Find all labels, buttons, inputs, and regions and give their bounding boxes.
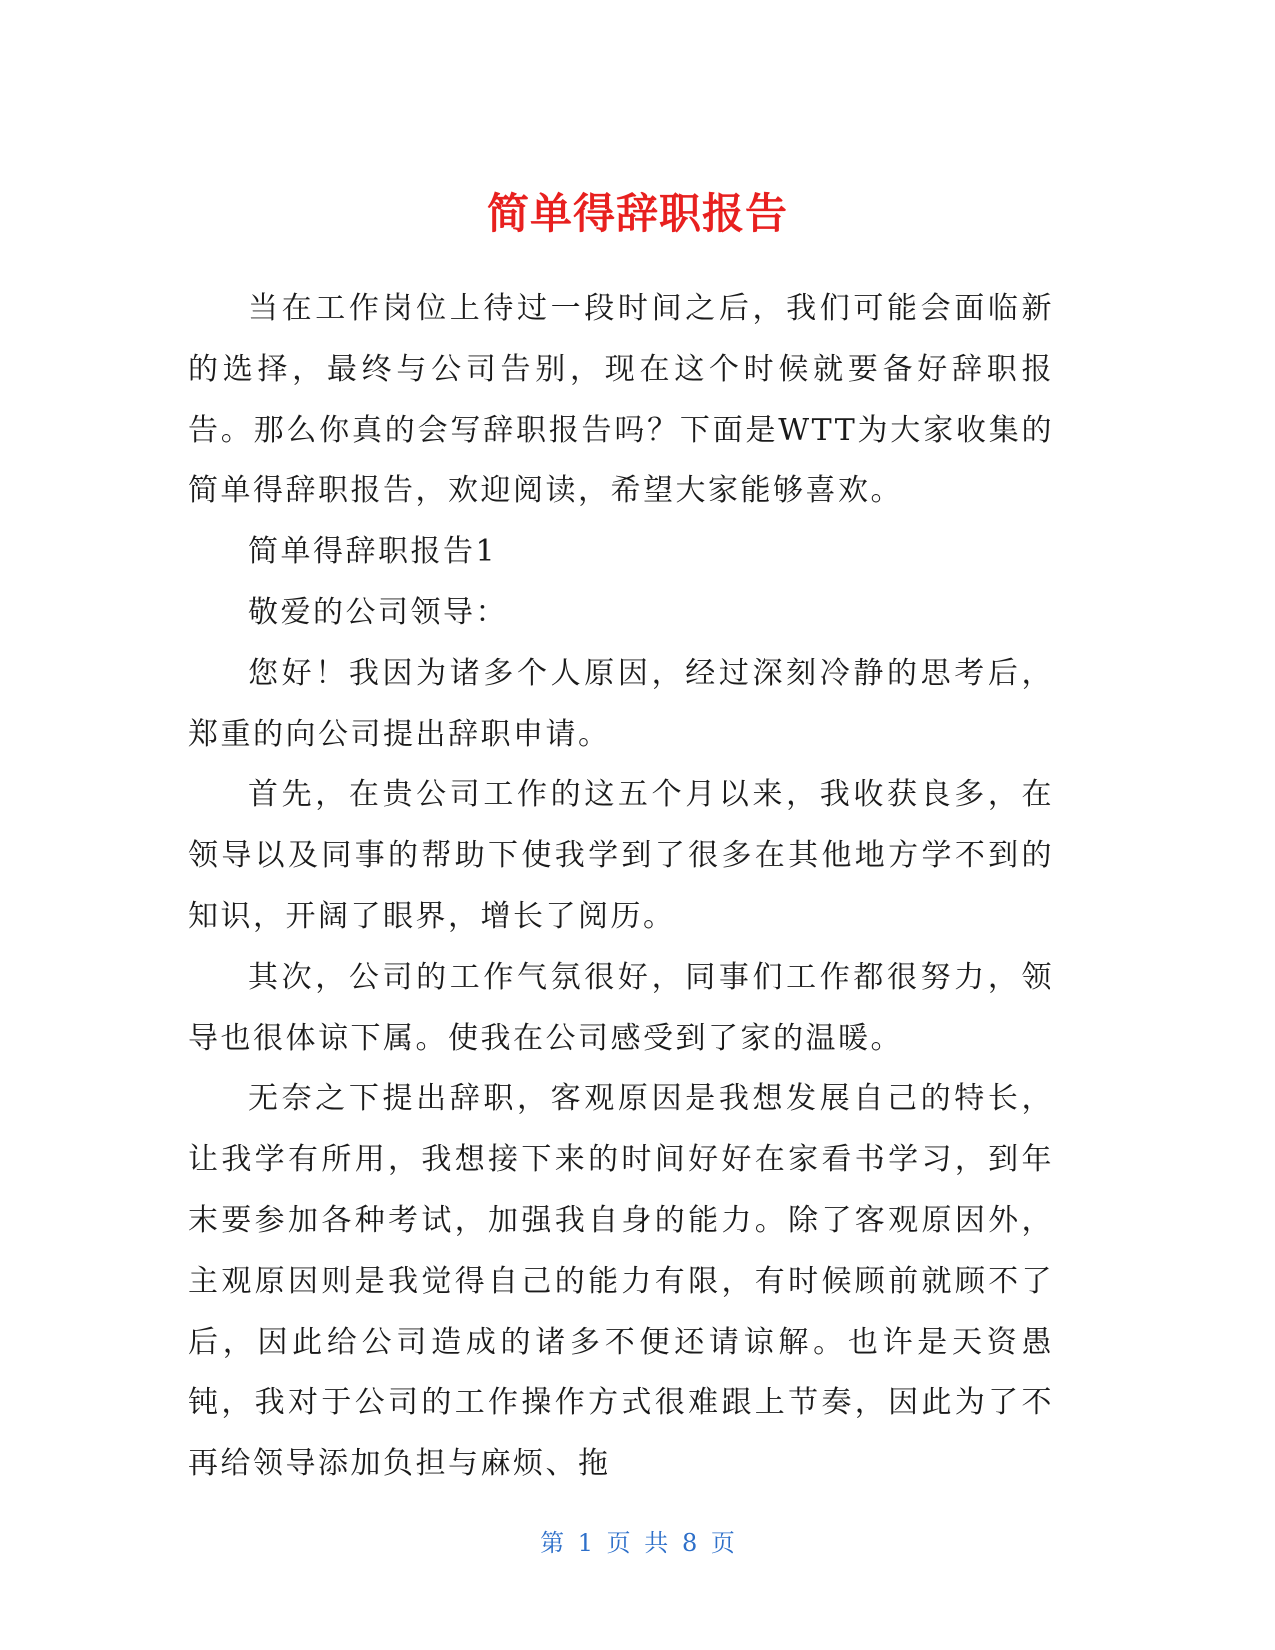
- body-paragraph: 其次，公司的工作气氛很好，同事们工作都很努力，领导也很体谅下属。使我在公司感受到了家的温暖。: [188, 959, 1054, 1056]
- section-heading: 简单得辞职报告1: [248, 534, 498, 570]
- body-paragraph: 无奈之下提出辞职，客观原因是我想发展自己的特长，让我学有所用，我想接下来的时间好好在家看书学习，到年末要参加各种考试，加强我自身的能力。除了客观原因外，主观原因则是我觉得自己的能力有限，有时候顾前就顾不了后，因此给公司造成的诸多不便还请谅解。也许是天资愚钝，我对于公司的工作操作方式很难跟上节奏，因此为了不再给领导添加负担与麻烦、拖: [188, 1081, 1054, 1482]
- salutation: 敬爱的公司领导：: [248, 594, 508, 630]
- document-title: 简单得辞职报告: [486, 189, 788, 239]
- body-paragraph: 首先，在贵公司工作的这五个月以来，我收获良多，在领导以及同事的帮助下使我学到了很多在其他地方学不到的知识，开阔了眼界，增长了阅历。: [188, 777, 1054, 934]
- intro-paragraph: 当在工作岗位上待过一段时间之后，我们可能会面临新的选择，最终与公司告别，现在这个时候就要备好辞职报告。那么你真的会写辞职报告吗？下面是WTT为大家收集的简单得辞职报告，欢迎阅读，希望大家能够喜欢。: [188, 291, 1054, 509]
- page-number-footer: 第 1 页 共 8 页: [540, 1529, 735, 1557]
- body-paragraph: 您好！我因为诸多个人原因，经过深刻冷静的思考后，郑重的向公司提出辞职申请。: [188, 655, 1054, 752]
- document-body: [188, 279, 1054, 1495]
